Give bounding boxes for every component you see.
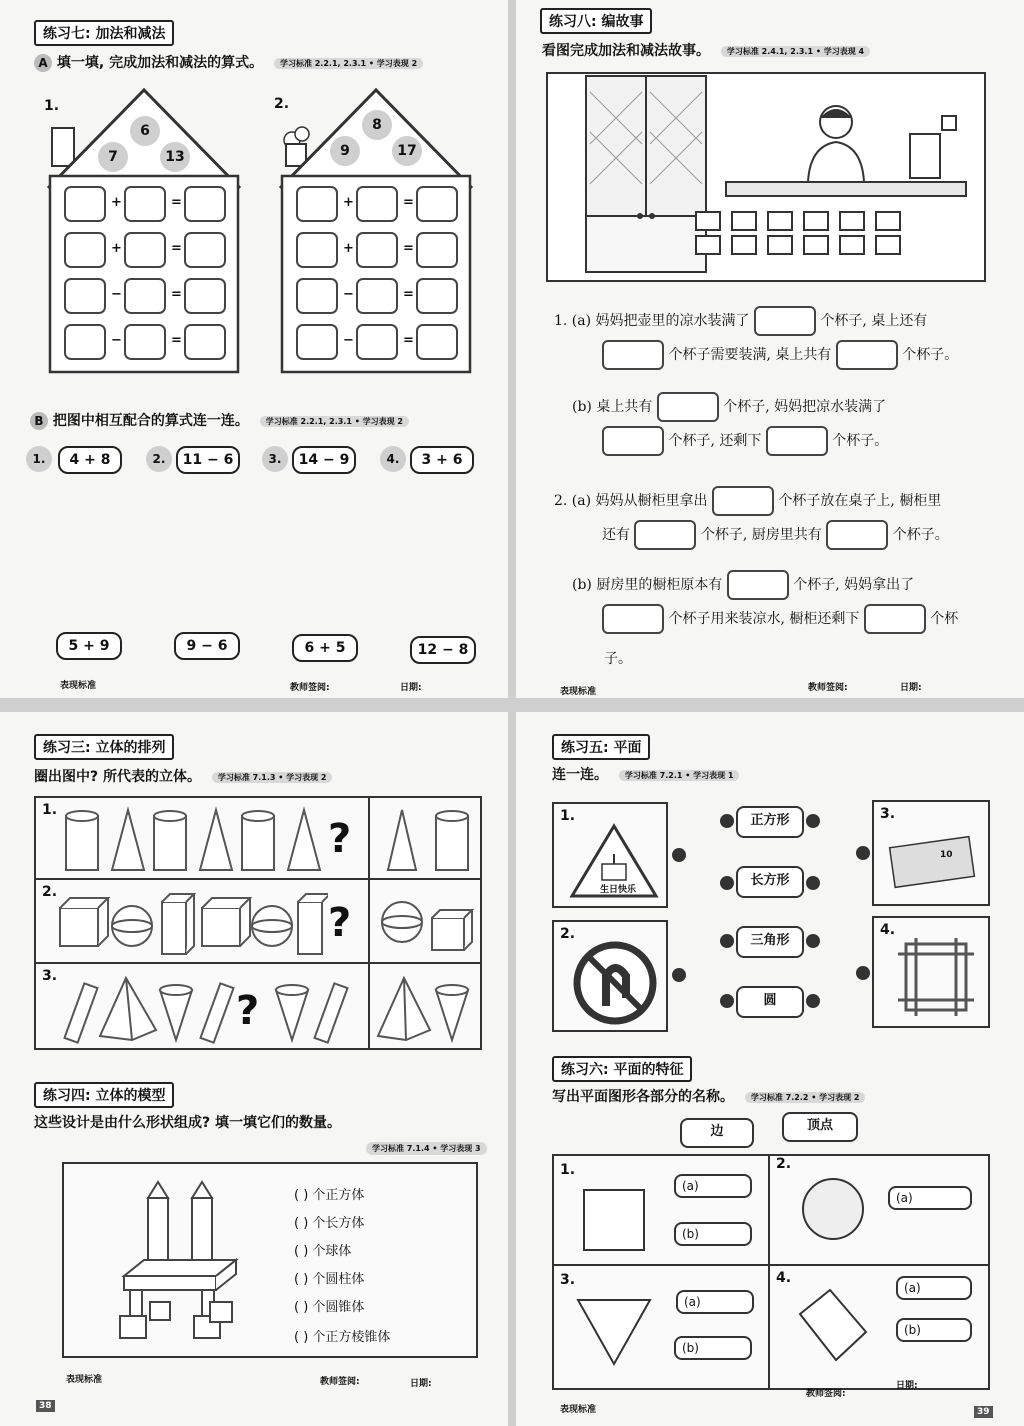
cell-number: 3. — [560, 1272, 576, 1288]
exercise-6-standard: 学习标准 7.2.2 • 学习表现 2 — [745, 1092, 866, 1103]
shape-count-row[interactable]: ( ) 个正方棱锥体 — [294, 1330, 391, 1345]
q1a-text-3: 个杯子需要装满, 桌上共有 — [668, 347, 832, 363]
equals-sign: = — [171, 195, 182, 210]
column-divider — [368, 796, 370, 1050]
answer-box[interactable] — [64, 232, 106, 268]
plus-sign: + — [111, 195, 122, 210]
row-number: 1. — [42, 802, 58, 818]
circle-icon — [798, 1174, 868, 1244]
answer-box[interactable] — [184, 186, 226, 222]
row2-answer-choices-icon — [378, 888, 478, 958]
q1b-line-2 — [602, 426, 888, 456]
footer-standard: 表现标准 — [66, 1375, 103, 1385]
bottom-expression[interactable]: 6 + 5 — [292, 634, 358, 662]
connect-dot[interactable] — [856, 846, 870, 860]
q2b-number: (b) — [572, 577, 592, 593]
bottom-expression[interactable]: 5 + 9 — [56, 632, 122, 660]
house-2-top-number: 8 — [362, 110, 392, 140]
minus-sign: − — [111, 333, 122, 348]
exercise-5-title: 练习五: 平面 — [552, 734, 650, 760]
q2a-blank-2[interactable] — [634, 520, 696, 550]
top-expression[interactable]: 4 + 8 — [58, 446, 122, 474]
house-2-right-number: 17 — [392, 136, 422, 166]
plus-sign: + — [343, 241, 354, 256]
page-39 — [516, 712, 1024, 1426]
section-a-instruction — [34, 52, 423, 72]
top-expression[interactable]: 3 + 6 — [410, 446, 474, 474]
house-1-top-number: 6 — [130, 116, 160, 146]
answer-box[interactable] — [416, 324, 458, 360]
exercise-3-instruction — [34, 766, 332, 786]
shape-count-row[interactable]: ( ) 个圆柱体 — [294, 1272, 365, 1287]
equals-sign: = — [171, 287, 182, 302]
q2a-text-3: 还有 — [602, 527, 630, 543]
cylinder-pyramid-cone-sequence-icon — [60, 970, 360, 1046]
row-divider — [552, 1264, 990, 1266]
q1b-text-2: 个杯子, 妈妈把凉水装满了 — [723, 399, 887, 415]
shape-name-box[interactable]: 长方形 — [736, 866, 804, 898]
question-mark: ? — [328, 900, 352, 946]
connect-dot[interactable] — [856, 966, 870, 980]
connect-dot[interactable] — [720, 934, 734, 948]
q1b-text-3: 个杯子, 还剩下 — [668, 433, 762, 449]
section-a-standard: 学习标准 2.2.1, 2.3.1 • 学习表现 2 — [274, 58, 423, 69]
q1b-number: (b) — [572, 399, 592, 415]
equals-sign: = — [403, 241, 414, 256]
top-expression-number: 4. — [380, 446, 406, 472]
answer-box[interactable] — [296, 186, 338, 222]
footer-date: 日期: — [400, 683, 422, 693]
minus-sign: − — [343, 287, 354, 302]
answer-box[interactable] — [124, 186, 166, 222]
answer-box[interactable] — [416, 232, 458, 268]
q2b-blank-3[interactable] — [864, 604, 926, 634]
answer-box[interactable] — [64, 324, 106, 360]
house-1-right-number: 13 — [160, 142, 190, 172]
exercise-6-instruction — [552, 1086, 865, 1106]
plus-sign: + — [111, 241, 122, 256]
page-number: 39 — [974, 1406, 993, 1418]
label-b[interactable]: (b) — [674, 1222, 752, 1246]
exercise-5-text: 连一连。 — [552, 767, 608, 783]
bottom-expression[interactable]: 9 − 6 — [174, 632, 240, 660]
top-expression-number: 2. — [146, 446, 172, 472]
page-32 — [0, 0, 508, 698]
connect-dot[interactable] — [672, 968, 686, 982]
connect-dot[interactable] — [806, 814, 820, 828]
column-divider — [768, 1154, 770, 1390]
exercise-4-standard: 学习标准 7.1.4 • 学习表现 3 — [366, 1142, 487, 1155]
q2b-line-1 — [572, 570, 914, 600]
footer-standard: 表现标准 — [60, 681, 97, 691]
q2a-line-1 — [554, 486, 941, 516]
connect-dot[interactable] — [720, 876, 734, 890]
connect-dot[interactable] — [806, 934, 820, 948]
q1b-blank-3[interactable] — [766, 426, 828, 456]
answer-box[interactable] — [124, 324, 166, 360]
q1b-blank-2[interactable] — [602, 426, 664, 456]
answer-box[interactable] — [356, 186, 398, 222]
answer-box[interactable] — [416, 186, 458, 222]
q2a-text-2: 个杯子放在桌子上, 橱柜里 — [778, 493, 942, 509]
cell-number: 1. — [560, 808, 576, 824]
label-a[interactable]: (a) — [674, 1174, 752, 1198]
birthday-sign-text: 生日快乐 — [600, 885, 637, 895]
house-1-left-number: 7 — [98, 142, 128, 172]
house-2-number: 2. — [274, 96, 290, 112]
shape-count-row[interactable]: ( ) 个长方体 — [294, 1216, 365, 1231]
row-divider — [34, 878, 482, 880]
answer-box[interactable] — [64, 278, 106, 314]
q2a-line-2 — [602, 520, 949, 550]
word-card-edge[interactable]: 边 — [680, 1118, 754, 1148]
answer-box[interactable] — [184, 278, 226, 314]
cell-number: 2. — [776, 1156, 792, 1172]
q2b-line-2 — [602, 604, 958, 634]
q2a-text-1: 妈妈从橱柜里拿出 — [595, 493, 708, 509]
equals-sign: = — [171, 241, 182, 256]
house-1-number: 1. — [44, 98, 60, 114]
section-a-badge: A — [34, 54, 52, 72]
row3-answer-choices-icon — [376, 970, 476, 1046]
footer-teacher-sign: 教师签阅: — [290, 683, 330, 693]
answer-box[interactable] — [356, 324, 398, 360]
row-number: 2. — [42, 884, 58, 900]
section-a-text: 填一填, 完成加法和减法的算式。 — [56, 55, 264, 71]
section-b-text: 把图中相互配合的算式连一连。 — [52, 413, 249, 429]
connect-dot[interactable] — [672, 848, 686, 862]
footer-date: 日期: — [900, 683, 922, 693]
connect-dot[interactable] — [720, 994, 734, 1008]
connect-dot[interactable] — [806, 876, 820, 890]
cell-number: 1. — [560, 1162, 576, 1178]
exercise-8-text: 看图完成加法和减法故事。 — [542, 43, 710, 59]
exercise-7-title: 练习七: 加法和减法 — [34, 20, 174, 46]
cell-number: 3. — [880, 806, 896, 822]
top-expression-number: 3. — [262, 446, 288, 472]
q2a-blank-3[interactable] — [826, 520, 888, 550]
exercise-8-title: 练习八: 编故事 — [540, 8, 652, 34]
shape-name-box[interactable]: 正方形 — [736, 806, 804, 838]
q1b-text-4: 个杯子。 — [832, 433, 889, 449]
page-38 — [0, 712, 508, 1426]
exercise-6-title: 练习六: 平面的特征 — [552, 1056, 692, 1082]
triangle-icon — [574, 1294, 654, 1374]
castle-model-icon — [110, 1180, 260, 1346]
answer-box[interactable] — [416, 278, 458, 314]
word-card-vertex[interactable]: 顶点 — [782, 1112, 858, 1142]
footer-standard: 表现标准 — [560, 1405, 597, 1415]
footer-teacher-sign: 教师签阅: — [320, 1377, 360, 1387]
exercise-8-instruction — [542, 40, 870, 60]
q2a-text-4: 个杯子, 厨房里共有 — [700, 527, 822, 543]
footer-date: 日期: — [896, 1381, 918, 1391]
q2b-text-2: 个杯子, 妈妈拿出了 — [793, 577, 915, 593]
q1a-line-2 — [602, 340, 958, 370]
q1a-line-1 — [554, 306, 927, 336]
q2a-text-5: 个杯子。 — [892, 527, 949, 543]
exercise-8-standard: 学习标准 2.4.1, 2.3.1 • 学习表现 4 — [721, 46, 870, 57]
footer-date: 日期: — [410, 1379, 432, 1389]
answer-box[interactable] — [356, 278, 398, 314]
diamond-icon — [786, 1284, 876, 1374]
shape-name-box[interactable]: 圆 — [736, 986, 804, 1018]
label-b[interactable]: (b) — [896, 1318, 972, 1342]
house-2-left-number: 9 — [330, 136, 360, 166]
top-expression-number: 1. — [26, 446, 52, 472]
equals-sign: = — [403, 195, 414, 210]
shape-count-row[interactable]: ( ) 个球体 — [294, 1244, 352, 1259]
banknote-value: 10 — [940, 850, 953, 860]
connect-dot[interactable] — [806, 994, 820, 1008]
top-expression[interactable]: 14 − 9 — [292, 446, 356, 474]
exercise-4-title: 练习四: 立体的模型 — [34, 1082, 174, 1108]
q1a-text-4: 个杯子。 — [902, 347, 959, 363]
page-33 — [516, 0, 1024, 698]
answer-box[interactable] — [184, 232, 226, 268]
label-b[interactable]: (b) — [674, 1336, 752, 1360]
q2b-text-3: 个杯子用来装凉水, 橱柜还剩下 — [668, 611, 860, 627]
footer-standard: 表现标准 — [560, 687, 597, 697]
no-u-turn-sign-icon — [570, 938, 660, 1028]
q1a-blank-3[interactable] — [836, 340, 898, 370]
bottom-expression[interactable]: 12 − 8 — [410, 636, 476, 664]
q1b-blank-1[interactable] — [657, 392, 719, 422]
exercise-3-standard: 学习标准 7.1.3 • 学习表现 2 — [212, 772, 333, 783]
kitchen-illustration — [546, 72, 986, 282]
equals-sign: = — [403, 287, 414, 302]
q1b-text-1: 桌上共有 — [596, 399, 653, 415]
label-a[interactable]: (a) — [888, 1186, 972, 1210]
answer-box[interactable] — [124, 278, 166, 314]
equals-sign: = — [171, 333, 182, 348]
label-a[interactable]: (a) — [676, 1290, 754, 1314]
answer-box[interactable] — [124, 232, 166, 268]
q2b-line-3: 子。 — [604, 651, 632, 667]
q2b-text-4: 个杯 — [930, 611, 959, 627]
top-expression[interactable]: 11 − 6 — [176, 446, 240, 474]
cube-sphere-sequence-icon — [58, 888, 328, 958]
house-1 — [44, 88, 244, 378]
footer-teacher-sign: 教师签阅: — [808, 683, 848, 693]
answer-box[interactable] — [296, 232, 338, 268]
q2b-text-1: 厨房里的橱柜原本有 — [596, 577, 723, 593]
answer-box[interactable] — [184, 324, 226, 360]
q1a-text-2: 个杯子, 桌上还有 — [820, 313, 928, 329]
cylinder-cone-sequence-icon — [62, 806, 332, 876]
cell-number: 4. — [776, 1270, 792, 1286]
q2b-blank-2[interactable] — [602, 604, 664, 634]
row-number: 3. — [42, 968, 58, 984]
house-2 — [276, 88, 476, 378]
q1a-number: 1. (a) — [554, 313, 592, 329]
q1a-blank-2[interactable] — [602, 340, 664, 370]
answer-box[interactable] — [356, 232, 398, 268]
minus-sign: − — [343, 333, 354, 348]
exercise-5-standard: 学习标准 7.2.1 • 学习表现 1 — [619, 770, 740, 781]
q1a-text-1: 妈妈把壶里的凉水装满了 — [595, 313, 750, 329]
shape-count-row[interactable]: ( ) 个圆锥体 — [294, 1300, 365, 1315]
square-icon — [580, 1186, 650, 1256]
section-b-standard: 学习标准 2.2.1, 2.3.1 • 学习表现 2 — [260, 416, 409, 427]
question-mark: ? — [236, 988, 260, 1034]
connect-dot[interactable] — [720, 814, 734, 828]
q2a-blank-1[interactable] — [712, 486, 774, 516]
row-divider — [34, 962, 482, 964]
exercise-3-text: 圈出图中? 所代表的立体。 — [34, 769, 201, 785]
exercise-5-instruction — [552, 764, 739, 784]
minus-sign: − — [111, 287, 122, 302]
q2b-blank-1[interactable] — [727, 570, 789, 600]
answer-box[interactable] — [64, 186, 106, 222]
question-mark: ? — [328, 816, 352, 862]
page-number: 38 — [36, 1400, 55, 1412]
label-a[interactable]: (a) — [896, 1276, 972, 1300]
answer-box[interactable] — [296, 324, 338, 360]
footer-teacher-sign: 教师签阅: — [806, 1389, 846, 1399]
shape-count-row[interactable]: ( ) 个正方体 — [294, 1188, 365, 1203]
banknote-icon — [886, 830, 976, 890]
q1a-blank-1[interactable] — [754, 306, 816, 336]
cell-number: 2. — [560, 926, 576, 942]
window-frame-icon — [896, 938, 976, 1018]
exercise-3-title: 练习三: 立体的排列 — [34, 734, 174, 760]
section-b-instruction — [30, 410, 409, 430]
exercise-4-instruction: 这些设计是由什么形状组成? 填一填它们的数量。 — [34, 1115, 341, 1131]
answer-box[interactable] — [296, 278, 338, 314]
cell-number: 4. — [880, 922, 896, 938]
plus-sign: + — [343, 195, 354, 210]
section-b-badge: B — [30, 412, 48, 430]
exercise-6-text: 写出平面图形各部分的名称。 — [552, 1089, 734, 1105]
q1b-line-1 — [572, 392, 886, 422]
shape-name-box[interactable]: 三角形 — [736, 926, 804, 958]
row1-answer-choices-icon — [378, 806, 478, 876]
q2a-number: 2. (a) — [554, 493, 592, 509]
equals-sign: = — [403, 333, 414, 348]
